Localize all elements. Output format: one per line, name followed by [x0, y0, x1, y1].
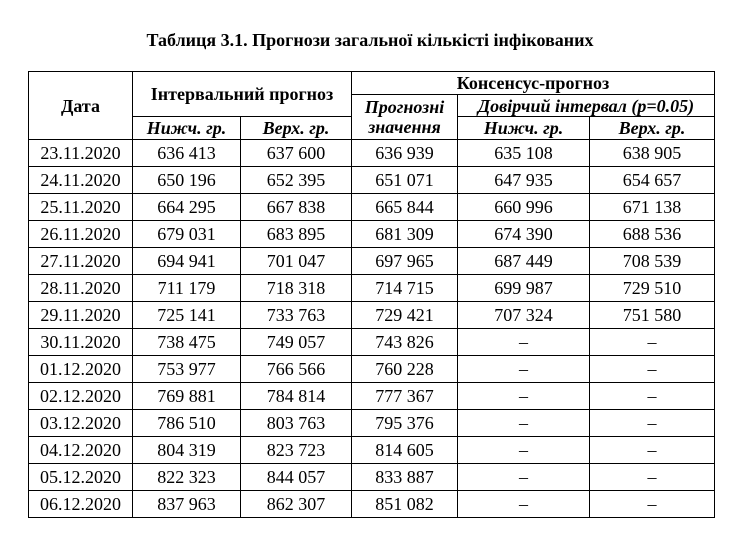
interval-lower-cell: 786 510 — [133, 410, 241, 437]
interval-upper-cell: 652 395 — [241, 167, 352, 194]
interval-upper-cell: 784 814 — [241, 383, 352, 410]
interval-lower-cell: 753 977 — [133, 356, 241, 383]
confidence-lower-cell: 674 390 — [458, 221, 590, 248]
interval-upper-cell: 823 723 — [241, 437, 352, 464]
interval-upper-cell: 733 763 — [241, 302, 352, 329]
confidence-upper-cell: 729 510 — [590, 275, 715, 302]
date-cell: 30.11.2020 — [29, 329, 133, 356]
confidence-upper-cell: – — [590, 464, 715, 491]
table-row — [29, 167, 715, 194]
confidence-upper-cell: 751 580 — [590, 302, 715, 329]
interval-lower-cell: 694 941 — [133, 248, 241, 275]
confidence-upper-cell: – — [590, 410, 715, 437]
interval-upper-header: Верх. гр. — [241, 117, 352, 140]
confidence-lower-cell: – — [458, 410, 590, 437]
interval-upper-cell: 844 057 — [241, 464, 352, 491]
forecast-value-cell: 729 421 — [352, 302, 458, 329]
date-cell: 03.12.2020 — [29, 410, 133, 437]
confidence-lower-cell: – — [458, 383, 590, 410]
interval-lower-header: Нижч. гр. — [133, 117, 241, 140]
table-row — [29, 410, 715, 437]
interval-upper-cell: 862 307 — [241, 491, 352, 518]
confidence-upper-cell: 671 138 — [590, 194, 715, 221]
date-cell: 02.12.2020 — [29, 383, 133, 410]
forecast-value-cell: 833 887 — [352, 464, 458, 491]
interval-lower-cell: 711 179 — [133, 275, 241, 302]
table-row — [29, 383, 715, 410]
table-row — [29, 275, 715, 302]
interval-forecast-header: Інтервальний прогноз — [133, 72, 352, 117]
confidence-interval-header: Довірчий інтервал (p=0.05) — [458, 95, 715, 117]
forecast-value-cell: 814 605 — [352, 437, 458, 464]
interval-upper-cell: 766 566 — [241, 356, 352, 383]
forecast-value-cell: 651 071 — [352, 167, 458, 194]
date-cell: 24.11.2020 — [29, 167, 133, 194]
interval-upper-cell: 683 895 — [241, 221, 352, 248]
confidence-upper-cell: 708 539 — [590, 248, 715, 275]
table-caption: Таблиця 3.1. Прогнози загальної кількісті інфікованих — [146, 30, 594, 50]
confidence-lower-cell: – — [458, 437, 590, 464]
confidence-upper-header: Верх. гр. — [590, 117, 715, 140]
confidence-upper-cell: – — [590, 383, 715, 410]
table-row — [29, 248, 715, 275]
date-cell: 29.11.2020 — [29, 302, 133, 329]
interval-lower-cell: 738 475 — [133, 329, 241, 356]
confidence-lower-cell: 660 996 — [458, 194, 590, 221]
forecast-value-cell: 665 844 — [352, 194, 458, 221]
table-row — [29, 302, 715, 329]
confidence-lower-header: Нижч. гр. — [458, 117, 590, 140]
confidence-lower-cell: 635 108 — [458, 140, 590, 167]
table-row — [29, 329, 715, 356]
interval-lower-cell: 769 881 — [133, 383, 241, 410]
forecast-value-cell: 697 965 — [352, 248, 458, 275]
interval-upper-cell: 701 047 — [241, 248, 352, 275]
forecast-values-line1: Прогнозні — [364, 97, 445, 117]
forecast-value-cell: 714 715 — [352, 275, 458, 302]
interval-upper-cell: 637 600 — [241, 140, 352, 167]
forecast-value-cell: 681 309 — [352, 221, 458, 248]
interval-upper-cell: 667 838 — [241, 194, 352, 221]
date-cell: 27.11.2020 — [29, 248, 133, 275]
date-cell: 05.12.2020 — [29, 464, 133, 491]
date-cell: 23.11.2020 — [29, 140, 133, 167]
forecast-value-cell: 795 376 — [352, 410, 458, 437]
interval-upper-cell: 749 057 — [241, 329, 352, 356]
date-column-header: Дата — [29, 72, 133, 140]
date-cell: 25.11.2020 — [29, 194, 133, 221]
forecast-values-line2: значення — [368, 117, 441, 137]
confidence-lower-cell: 647 935 — [458, 167, 590, 194]
date-cell: 26.11.2020 — [29, 221, 133, 248]
interval-lower-cell: 837 963 — [133, 491, 241, 518]
table-body — [29, 140, 715, 518]
forecast-value-cell: 636 939 — [352, 140, 458, 167]
interval-upper-cell: 718 318 — [241, 275, 352, 302]
table-row — [29, 356, 715, 383]
confidence-upper-cell: 638 905 — [590, 140, 715, 167]
confidence-upper-cell: – — [590, 491, 715, 518]
interval-lower-cell: 679 031 — [133, 221, 241, 248]
interval-lower-cell: 636 413 — [133, 140, 241, 167]
table-row — [29, 140, 715, 167]
forecast-table — [28, 71, 715, 518]
confidence-lower-cell: 699 987 — [458, 275, 590, 302]
confidence-lower-cell: – — [458, 356, 590, 383]
confidence-upper-cell: 688 536 — [590, 221, 715, 248]
confidence-upper-cell: – — [590, 356, 715, 383]
confidence-upper-cell: 654 657 — [590, 167, 715, 194]
forecast-values-header — [352, 95, 458, 140]
table-row — [29, 491, 715, 518]
confidence-upper-cell: – — [590, 329, 715, 356]
date-cell: 28.11.2020 — [29, 275, 133, 302]
confidence-lower-cell: – — [458, 491, 590, 518]
table-row — [29, 464, 715, 491]
confidence-lower-cell: 707 324 — [458, 302, 590, 329]
interval-lower-cell: 804 319 — [133, 437, 241, 464]
table-row — [29, 221, 715, 248]
date-cell: 06.12.2020 — [29, 491, 133, 518]
forecast-value-cell: 760 228 — [352, 356, 458, 383]
interval-lower-cell: 822 323 — [133, 464, 241, 491]
confidence-upper-cell: – — [590, 437, 715, 464]
forecast-value-cell: 743 826 — [352, 329, 458, 356]
date-cell: 01.12.2020 — [29, 356, 133, 383]
date-cell: 04.12.2020 — [29, 437, 133, 464]
consensus-forecast-header: Консенсус-прогноз — [352, 72, 715, 95]
interval-lower-cell: 725 141 — [133, 302, 241, 329]
table-row — [29, 194, 715, 221]
confidence-lower-cell: 687 449 — [458, 248, 590, 275]
table-row — [29, 437, 715, 464]
interval-upper-cell: 803 763 — [241, 410, 352, 437]
confidence-lower-cell: – — [458, 329, 590, 356]
interval-lower-cell: 650 196 — [133, 167, 241, 194]
interval-lower-cell: 664 295 — [133, 194, 241, 221]
forecast-value-cell: 851 082 — [352, 491, 458, 518]
forecast-value-cell: 777 367 — [352, 383, 458, 410]
confidence-lower-cell: – — [458, 464, 590, 491]
